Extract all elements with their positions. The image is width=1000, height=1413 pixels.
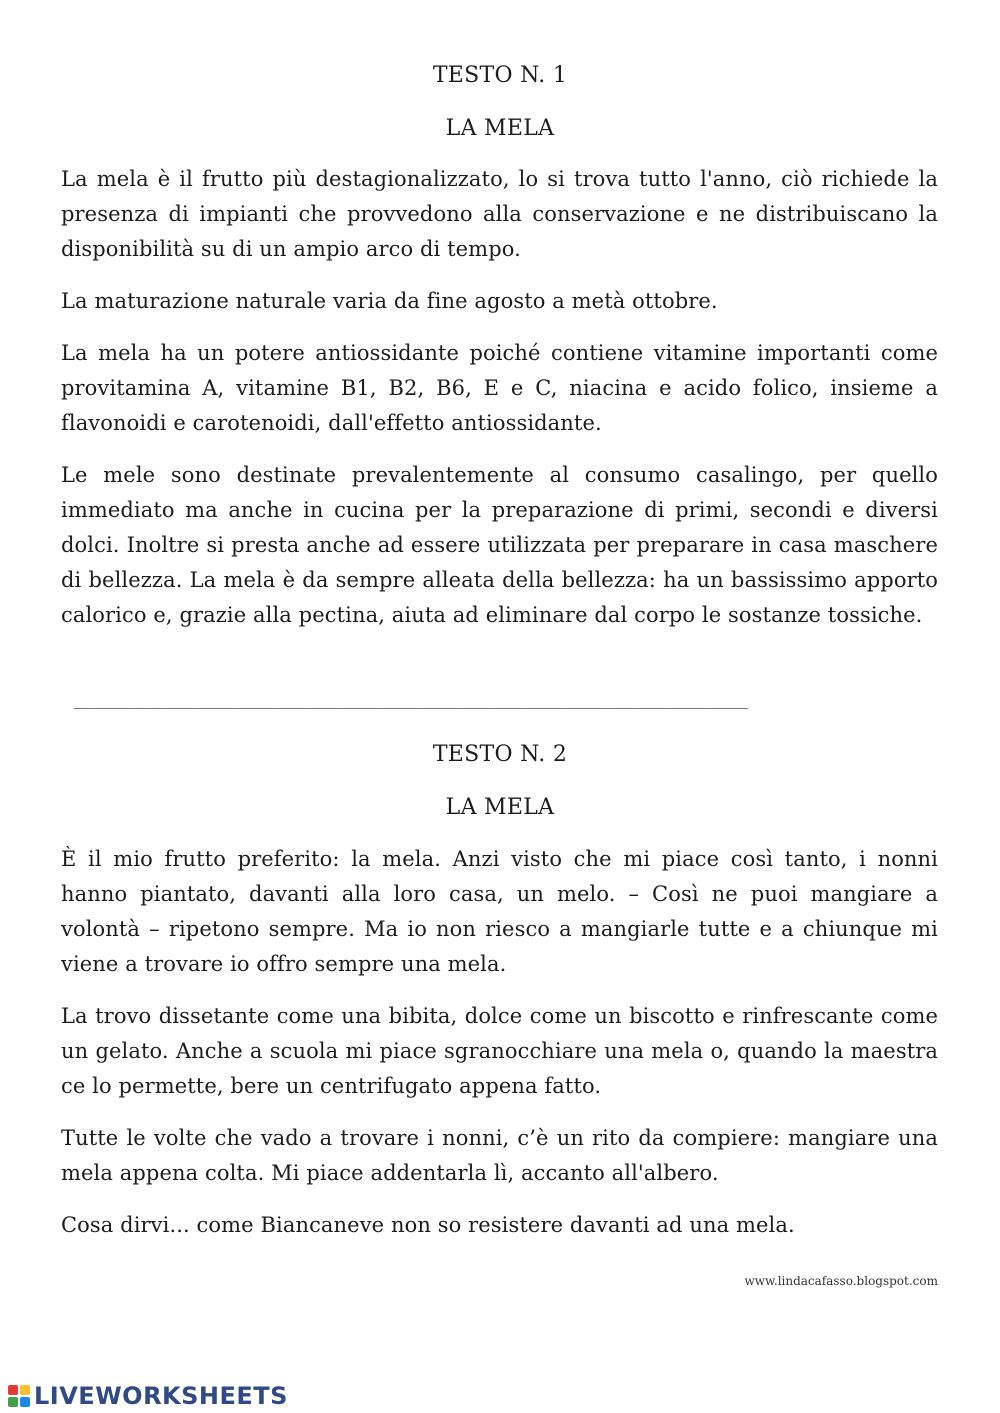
text1-title: LA MELA [445, 116, 555, 141]
text2-paragraph: La trovo dissetante come una bibita, dolce come un biscotto e rinfrescante come un gelato. Anche a scuola mi piace sgranocchiare una mela o, quando la maestra ce lo permette, bere un centrifugato appena fatto. [61, 1004, 938, 1098]
text1-paragraph: La mela è il frutto più destagionalizzato, lo si trova tutto l'anno, ciò richiede la presenza di impianti che provvedono alla conservazione e ne distribuiscano la disponibilità su di un ampio arco di tempo. [61, 167, 938, 261]
text2-title: LA MELA [445, 795, 555, 820]
logo-square [8, 1385, 18, 1395]
text1-paragraph: La mela ha un potere antiossidante poiché contiene vitamine importanti come provitamina A, vitamine B1, B2, B6, E e C, niacina e acido folico, insieme a flavonoidi e carotenoidi, dall'effetto antiossidante. [61, 341, 938, 435]
text2-heading: TESTO N. 2 [432, 742, 568, 767]
text1-paragraph: Le mele sono destinate prevalentemente al consumo casalingo, per quello immediato ma anche in cucina per la preparazione di primi, secondi e diversi dolci. Inoltre si presta anche ad essere utilizzata per preparare in casa maschere di bellezza. La mela è da sempre alleata della bellezza: ha un bassissimo apporto calorico e, grazie alla pectina, aiuta ad eliminare dal corpo le sostanze tossiche. [61, 463, 938, 627]
logo-square [20, 1385, 30, 1395]
logo-text: LIVEWORKSHEETS [34, 1382, 288, 1410]
text2-paragraph: È il mio frutto preferito: la mela. Anzi visto che mi piace così tanto, i nonni hanno piantato, davanti alla loro casa, un melo. – Così ne puoi mangiare a volontà – ripetono sempre. Ma io non riesco a mangiarle tutte e a chiunque mi viene a trovare io offro sempre una mela. [61, 847, 938, 976]
logo-squares-icon [8, 1385, 30, 1407]
source-url: www.lindacafasso.blogspot.com [744, 1274, 938, 1288]
logo-square [8, 1397, 18, 1407]
text1-heading: TESTO N. 1 [432, 63, 568, 88]
liveworksheets-logo [8, 1383, 288, 1409]
text1-paragraph: La maturazione naturale varia da fine agosto a metà ottobre. [61, 289, 718, 313]
logo-square [20, 1397, 30, 1407]
text2-paragraph: Cosa dirvi... come Biancaneve non so resistere davanti ad una mela. [61, 1213, 795, 1237]
text2-paragraph: Tutte le volte che vado a trovare i nonni, c’è un rito da compiere: mangiare una mela appena colta. Mi piace addentarla lì, accanto all'albero. [61, 1126, 938, 1185]
section-divider: ______________________________________________________________________ [74, 690, 749, 709]
